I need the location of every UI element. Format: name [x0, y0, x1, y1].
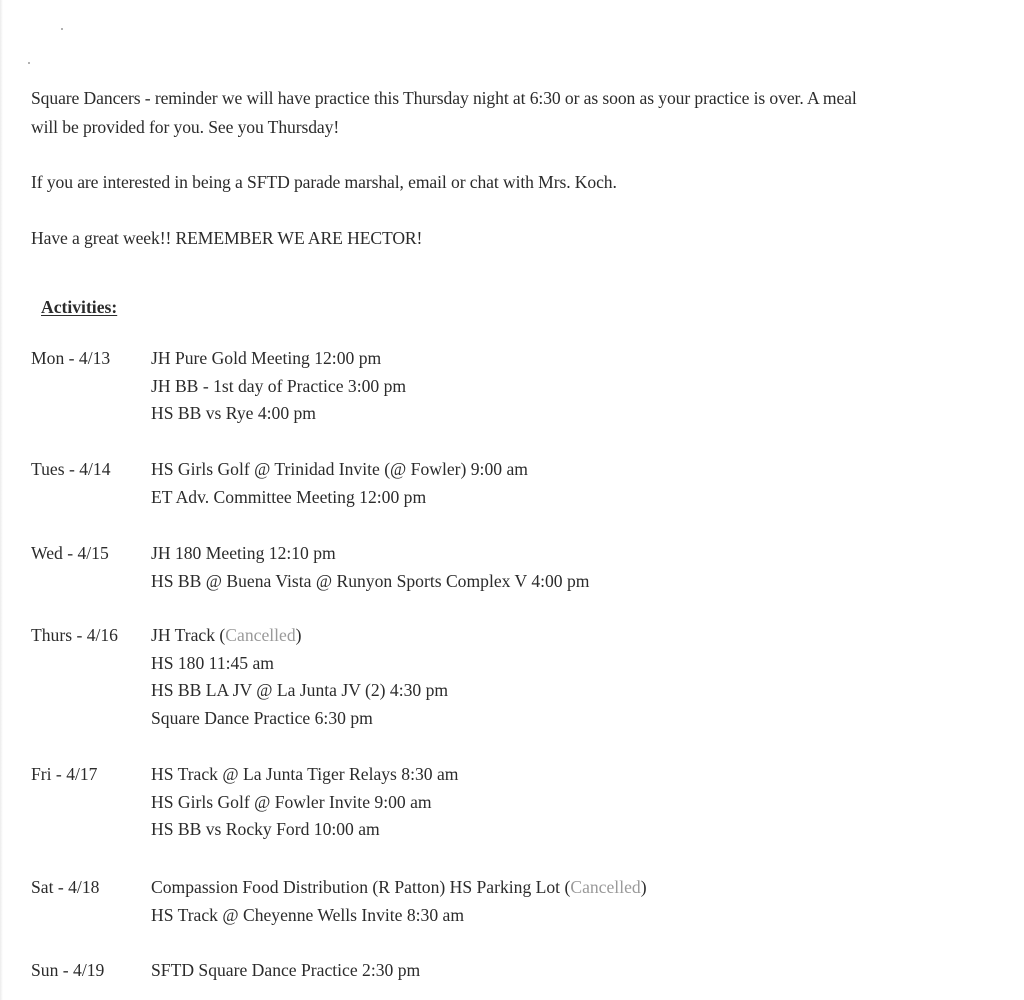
- event-list: [151, 761, 458, 844]
- event-list: [151, 957, 420, 985]
- event-text-suffix: ): [640, 877, 647, 897]
- day-label: Tues - 4/14: [31, 459, 111, 479]
- event-item: [151, 874, 647, 902]
- cancelled-status: Cancelled: [225, 625, 296, 645]
- scan-speck: [28, 62, 30, 64]
- event-item: JH Pure Gold Meeting 12:00 pm: [151, 348, 382, 368]
- event-item: ET Adv. Committee Meeting 12:00 pm: [151, 486, 427, 507]
- day-label: Fri - 4/17: [31, 764, 98, 784]
- event-item: HS BB vs Rye 4:00 pm: [151, 403, 316, 424]
- event-text-suffix: ): [295, 625, 302, 645]
- day-label: Sun - 4/19: [31, 960, 105, 980]
- event-item: [151, 622, 448, 650]
- activities-heading: Activities:: [41, 297, 118, 317]
- event-item: HS BB vs Rocky Ford 10:00 am: [151, 819, 380, 840]
- event-item: JH BB - 1st day of Practice 3:00 pm: [151, 375, 407, 396]
- day-label: Mon - 4/13: [31, 348, 111, 368]
- day-label: Sat - 4/18: [31, 877, 100, 897]
- event-item: HS Girls Golf @ Trinidad Invite (@ Fowler) 9:00 am: [151, 459, 528, 479]
- event-item: HS Girls Golf @ Fowler Invite 9:00 am: [151, 791, 432, 812]
- cancelled-status: Cancelled: [570, 877, 641, 897]
- parade-marshal-paragraph: If you are interested in being a SFTD parade marshal, email or chat with Mrs. Koch.: [31, 172, 617, 192]
- day-label: Thurs - 4/16: [31, 625, 118, 645]
- announcement-line: Square Dancers - reminder we will have practice this Thursday night at 6:30 or as soon as your practice is over. A meal: [31, 88, 857, 108]
- announcement-line: will be provided for you. See you Thursday!: [31, 117, 340, 137]
- event-text: JH Track (: [151, 625, 226, 645]
- page-left-edge: [0, 0, 3, 1000]
- day-label: Wed - 4/15: [31, 543, 109, 563]
- event-list: [151, 345, 406, 428]
- event-list: [151, 874, 647, 929]
- event-item: HS Track @ Cheyenne Wells Invite 8:30 am: [151, 904, 465, 925]
- event-item: HS BB LA JV @ La Junta JV (2) 4:30 pm: [151, 680, 449, 701]
- scan-speck: [61, 28, 63, 30]
- closing-paragraph: Have a great week!! REMEMBER WE ARE HECTOR!: [31, 228, 423, 248]
- event-list: [151, 622, 448, 733]
- event-item: HS Track @ La Junta Tiger Relays 8:30 am: [151, 764, 459, 784]
- event-item: HS 180 11:45 am: [151, 652, 274, 673]
- event-text: Compassion Food Distribution (R Patton) HS Parking Lot (: [151, 877, 571, 897]
- event-item: HS BB @ Buena Vista @ Runyon Sports Complex V 4:00 pm: [151, 570, 590, 591]
- event-item: SFTD Square Dance Practice 2:30 pm: [151, 960, 421, 980]
- event-item: JH 180 Meeting 12:10 pm: [151, 543, 336, 563]
- event-list: [151, 540, 590, 595]
- event-list: [151, 456, 528, 511]
- event-item: Square Dance Practice 6:30 pm: [151, 708, 373, 729]
